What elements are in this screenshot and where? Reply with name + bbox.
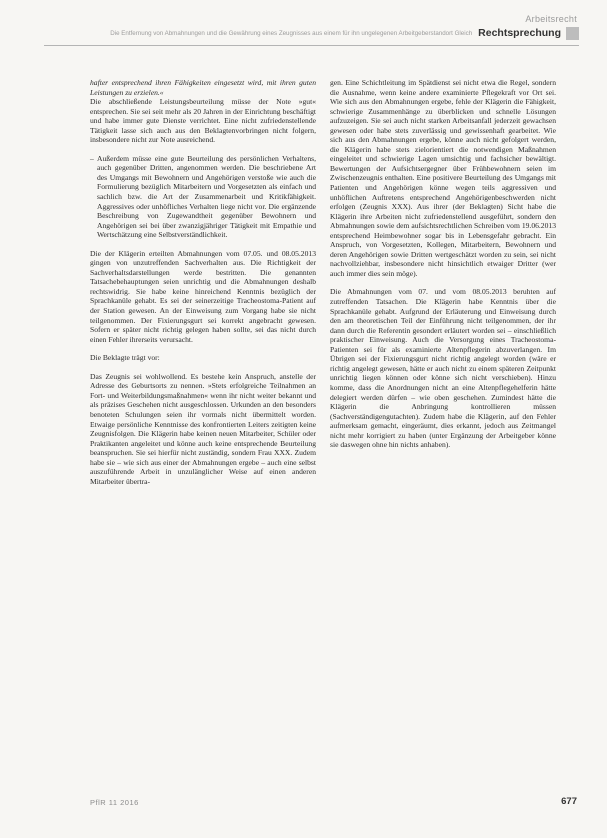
running-header-subtitle: Die Entfernung von Abmahnungen und die Gewährung eines Zeugnisses aus einem für ihn ungelegenen Arbeitgeberstandort Gleich: [110, 29, 473, 37]
section-title: Rechtsprechung: [478, 27, 561, 39]
left-paragraph-4: Das Zeugnis sei wohlwollend. Es bestehe kein Anspruch, anstelle der Adresse des Geburtsorts zu nennen. »Stets erfolgreiche Teilnahmen an Fort- und Weiterbildungsmaßnahmen« wenn ihr nicht weiter bekannt und als präzises Geschehen nicht ausgeschlossen. Urkunden an den besonders benoteten Schulungen seien ihr vormals nicht übermittelt worden. Etwaige persönliche Kenntnisse des konfrontierten Leiters zeitigten keine Zeugnisfolgen. Die Klägerin habe keinen neuen Mitarbeiter, Schüler oder Praktikanten angeleitet und könne auch keine entsprechende Beurteilung beanspruchen. Sie sei hierfür nicht zuständig, sondern Frau XXX. Zudem habe sie – wie sich aus einer der Abmahnungen ergebe – auch eine selbst auszuführende Arbeit in unzulänglicher Weise auf einen anderen Mitarbeiter übertra-: [90, 371, 316, 486]
left-column: [90, 78, 316, 495]
page-footer: [90, 796, 577, 810]
left-paragraph-1: Die abschließende Leistungsbeurteilung müsse der Note »gut« entsprechen. Sie sei seit mehr als 20 Jahren in der Einrichtung beschäftigt und habe immer gute Dienste verrichtet. Eine nicht zufriedenstellende Tätigkeit lasse sich auch aus den Beklagtenvorbringen nicht folgern, insbesondere nicht zur Note ausreichend.: [90, 97, 316, 145]
left-paragraph-2: Die der Klägerin erteilten Abmahnungen vom 07.05. und 08.05.2013 gingen von unzutreffenden Sachverhalten aus. Die Richtigkeit der Sachverhaltsdarstellungen werde bestritten. Die genannten Tatsachebehauptungen seien unrichtig und die Abmahnungen deshalb rechtswidrig. Sie habe keine hinreichend Kenntnis bezüglich der Sprachkanüle gehabt. Es sei der seinerzeitige Tracheostoma-Patient auf der Station gewesen. An der Einweisung zum Vorgang habe sie nicht teilgenommen. Der Fixierungsgurt sei korrekt angebracht gewesen. Sofern er später nicht richtig gelegen haben sollte, sei das nicht durch einen Fehler ihrerseits verursacht.: [90, 248, 316, 344]
left-bullet-item: – Außerdem müsse eine gute Beurteilung des persönlichen Verhaltens, auch gegenüber Dritten, angenommen werden. Die beschriebene Art des Umgangs mit Bewohnern und Angehörigen verstoße wie auch die Formulierung bezüglich Mitarbeitern und Vorgesetzten als einfach und sachlich bzw. die Art der Zusammenarbeit und Kritikfähigkeit. Aggressives oder unhöfliches Verhalten liege nicht vor. Die ergänzende Beschreibung von Zugewandtheit gegenüber Bewohnern und Angehörigen sei bei über zwanzigjähriger Tätigkeit mit Empathie und Wertschätzung eine Selbstverständlichkeit.: [90, 154, 316, 240]
journal-issue: PflR 11 2016: [90, 798, 139, 807]
page-number: 677: [561, 796, 577, 807]
intro-quote: hafter entsprechend ihren Fähigkeiten eingesetzt wird, mit ihren guten Leistungen zu erzielen.«: [90, 78, 316, 97]
right-column: [330, 78, 556, 459]
running-header: [44, 24, 579, 42]
right-paragraph-2: Die Abmahnungen vom 07. und vom 08.05.2013 beruhten auf zutreffenden Tatsachen. Die Klägerin habe Kenntnis über die Sprachkanüle gehabt. Aufgrund der Erläuterung und Einweisung durch den am theoretischen Teil der Einführung nicht teilgenommen, der ihr dann durch die Referentin gesondert erläutert worden sei – einschließlich praktischer Einweisung. Auch die Versorgung eines Tracheostoma-Patienten sei für als examinierte Altenpflegerin abzuverlangen. Im Übrigen sei der Fixierungsgurt nicht richtig angelegt worden (wäre er richtig angelegt gewesen, hätte er auch nicht zu einem späteren Zeitpunkt unrichtig liegen können oder könne sich nicht verschieben). Hinzu komme, dass die Anordnungen nicht an eine Altenpflegehelferin hätte delegiert werden dürfen – wie oben geschehen. Zumindest hätte die Klägerin die Anbringung kontrollieren müssen (Sachverständigengutachten). Zudem habe die Klägerin, auf den Fehler aufmerksam gemacht, eingeräumt, dies erkannt, jedoch aus Zeitmangel nicht mehr korrigiert zu haben (unter Ergänzung der Arbeitgeber könne sie daswegen ohne hin nichts anhaben).: [330, 287, 556, 450]
left-bullet-list: [90, 154, 316, 240]
left-paragraph-3: Die Beklagte trägt vor:: [90, 353, 160, 363]
rubric-label: Arbeitsrecht: [525, 14, 577, 24]
header-rule: [44, 45, 579, 46]
right-paragraph-1: gen. Eine Schichtleitung im Spätdienst sei nicht etwa die Regel, sondern die Ausnahme, wenn keine andere examinierte Pflegekraft vor Ort sei. Wie sich aus den Abmahnungen ergebe, fehle der Klägerin die Fähigkeit, schwierige Zusammenhänge zu überblicken und schnelle Lösungen aufzuzeigen. Sie sei auch nicht starken Arbeitsanfall jederzeit gewachsen gewesen oder habe stets zuverlässig und gewissenhaft gearbeitet. Wie sich aus den Abmahnungen ergebe, könne auch nicht gefolgert werden, die Klägerin habe stets zielorientiert die notwendigen Maßnahmen eingeleitet und schwierige Lagen umsichtig und fachsicher bewältigt. Bewertungen der Aufsichtsergegner über Frühbewohnern seien im Zwischenzeugnis enthalten. Eine positivere Beurteilung des Umgangs mit Patienten und Angehörigen könne wegen teils aggressiven und unhöflichen Auftretens entsprechend Angehörigenbeschwerden nicht erfolgen (Zeugnis XXX). Aus ihrer (der Beklagten) Sicht habe die Klägerin ihre Arbeiten nicht zufriedenstellend ausgeführt, sondern den Abmahnungen sowie dem aufsichtsrechtlichen Schreiben vom 19.06.2013 entsprechend Heimbewohner sogar bis in Lebensgefahr gebracht. Ein Anspruch, von Vorgesetzten, Kollegen, Mitarbeitern, Bewohnern und deren Angehörigen sowie Dritten wertgeschätzt worden zu sein, sei nicht nachvollziehbar, insbesondere nicht hinsichtlich etwaiger Dritter (wer auch immer dies sein möge).: [330, 78, 556, 278]
section-marker-box: [566, 27, 579, 40]
